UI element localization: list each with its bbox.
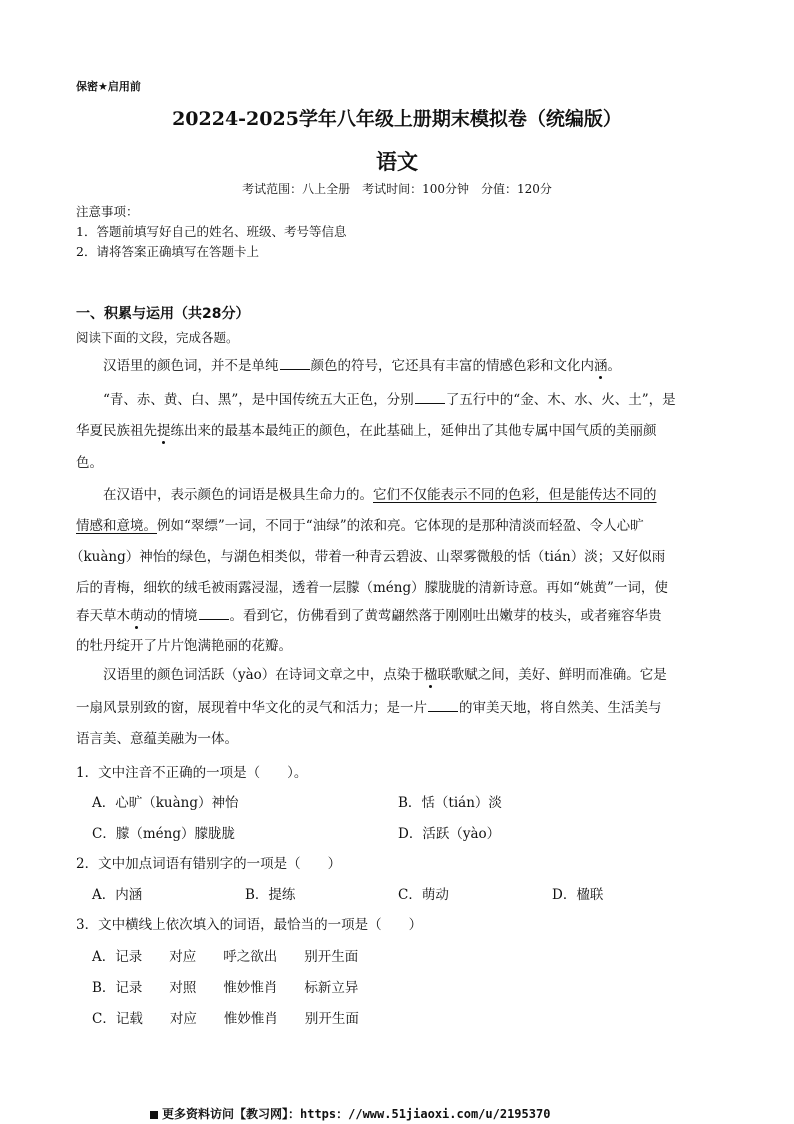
passage-line: 一扇风景别致的窗，展现着中华文化的灵气和活力；是一片 的审美天地，将自然美、生活美与 — [76, 700, 662, 716]
option-b: B．提练 — [245, 887, 296, 903]
dotted-char: 涵 — [594, 354, 608, 374]
option-d: D．活跃（yào） — [398, 826, 501, 842]
option-d: D．楹联 — [552, 887, 604, 903]
blank-2 — [415, 390, 445, 404]
blank-3 — [199, 606, 229, 620]
option-c: C．朦（méng）朦胧胧 — [92, 826, 235, 842]
blank-4 — [428, 698, 458, 712]
passage-line: “青、赤、黄、白、黑”，是中国传统五大正色，分别 了五行中的“金、木、水、火、土”，是 — [103, 392, 676, 408]
question-stem: 2．文中加点词语有错别字的一项是（ ） — [76, 856, 342, 872]
option-b: B．记录 对照 惟妙惟肖 标新立异 — [92, 980, 359, 996]
section-title: 一、积累与运用（共28分） — [76, 306, 250, 322]
option-c: C．萌动 — [398, 887, 449, 903]
passage-line: 在汉语中，表示颜色的词语是极具生命力的。它们不仅能表示不同的色彩，但是能传达不同的 — [103, 487, 657, 503]
passage-line: 春天草木萌动的情境 。看到它，仿佛看到了黄莺翩然落于刚刚吐出嫩芽的枝头，或者雍容华贵 — [76, 604, 662, 624]
dotted-char: 萌 — [130, 604, 144, 624]
option-c: C．记载 对应 惟妙惟肖 别开生面 — [92, 1011, 359, 1027]
flag-icon — [150, 1111, 158, 1119]
passage-line: 汉语里的颜色词活跃（yào）在诗词文章之中，点染于楹联歌赋之间，美好、鲜明而准确。它是 — [103, 663, 667, 683]
passage-line: 华夏民族祖先提练出来的最基本最纯正的颜色，在此基础上，延伸出了其他专属中国气质的美丽颜 — [76, 419, 657, 439]
passage-line: 语言美、意蕴美融为一体。 — [76, 731, 238, 747]
footer-link[interactable]: 更多资料访问【教习网】：https：//www.51jiaoxi.com/u/2195370 — [150, 1105, 550, 1122]
blank-1 — [280, 356, 310, 370]
question-stem: 1．文中注音不正确的一项是（ ）。 — [76, 765, 308, 781]
passage-line: 情感和意境。例如“翠缥”一词，不同于“油绿”的浓和亮。它体现的是那种清淡而轻盈、令人心旷 — [76, 518, 644, 534]
notice-heading: 注意事项： — [76, 204, 139, 219]
option-a: A．记录 对应 呼之欲出 别开生面 — [92, 949, 359, 965]
passage-line: 后的青梅，细软的绒毛被雨露浸湿，透着一层朦（méng）朦胧胧的清新诗意。再如“姚黄”一词，使 — [76, 580, 668, 596]
confidential-label: 保密★启用前 — [76, 80, 141, 93]
passage-line: 色。 — [76, 455, 103, 471]
exam-title: 20224-2025学年八年级上册期末模拟卷（统编版） — [172, 108, 622, 130]
option-a: A．内涵 — [92, 887, 143, 903]
dotted-char: 楹 — [424, 663, 438, 683]
underlined-sentence: 它们不仅能表示不同的色彩，但是能传达不同的 — [373, 487, 657, 503]
dotted-char: 提 — [157, 419, 171, 439]
passage-line: 汉语里的颜色词，并不是单纯 颜色的符号，它还具有丰富的情感色彩和文化内涵。 — [103, 354, 621, 374]
section-intro: 阅读下面的文段，完成各题。 — [76, 330, 239, 345]
subject-title: 语文 — [376, 149, 418, 174]
option-b: B．恬（tián）淡 — [398, 795, 502, 811]
option-a: A．心旷（kuàng）神怡 — [92, 795, 239, 811]
question-stem: 3．文中横线上依次填入的词语，最恰当的一项是（ ） — [76, 917, 423, 933]
notice-item: 2．请将答案正确填写在答题卡上 — [76, 244, 259, 259]
notice-item: 1．答题前填写好自己的姓名、班级、考号等信息 — [76, 224, 347, 239]
underlined-sentence: 情感和意境。 — [76, 518, 157, 534]
exam-info: 考试范围：八上全册 考试时间：100分钟 分值：120分 — [242, 182, 552, 196]
passage-line: （kuàng）神怡的绿色，与湖色相类似，带着一种青云碧波、山翠雾微般的恬（tián）淡；又好似雨 — [70, 549, 666, 565]
passage-line: 的牡丹绽开了片片饱满艳丽的花瓣。 — [76, 638, 292, 654]
